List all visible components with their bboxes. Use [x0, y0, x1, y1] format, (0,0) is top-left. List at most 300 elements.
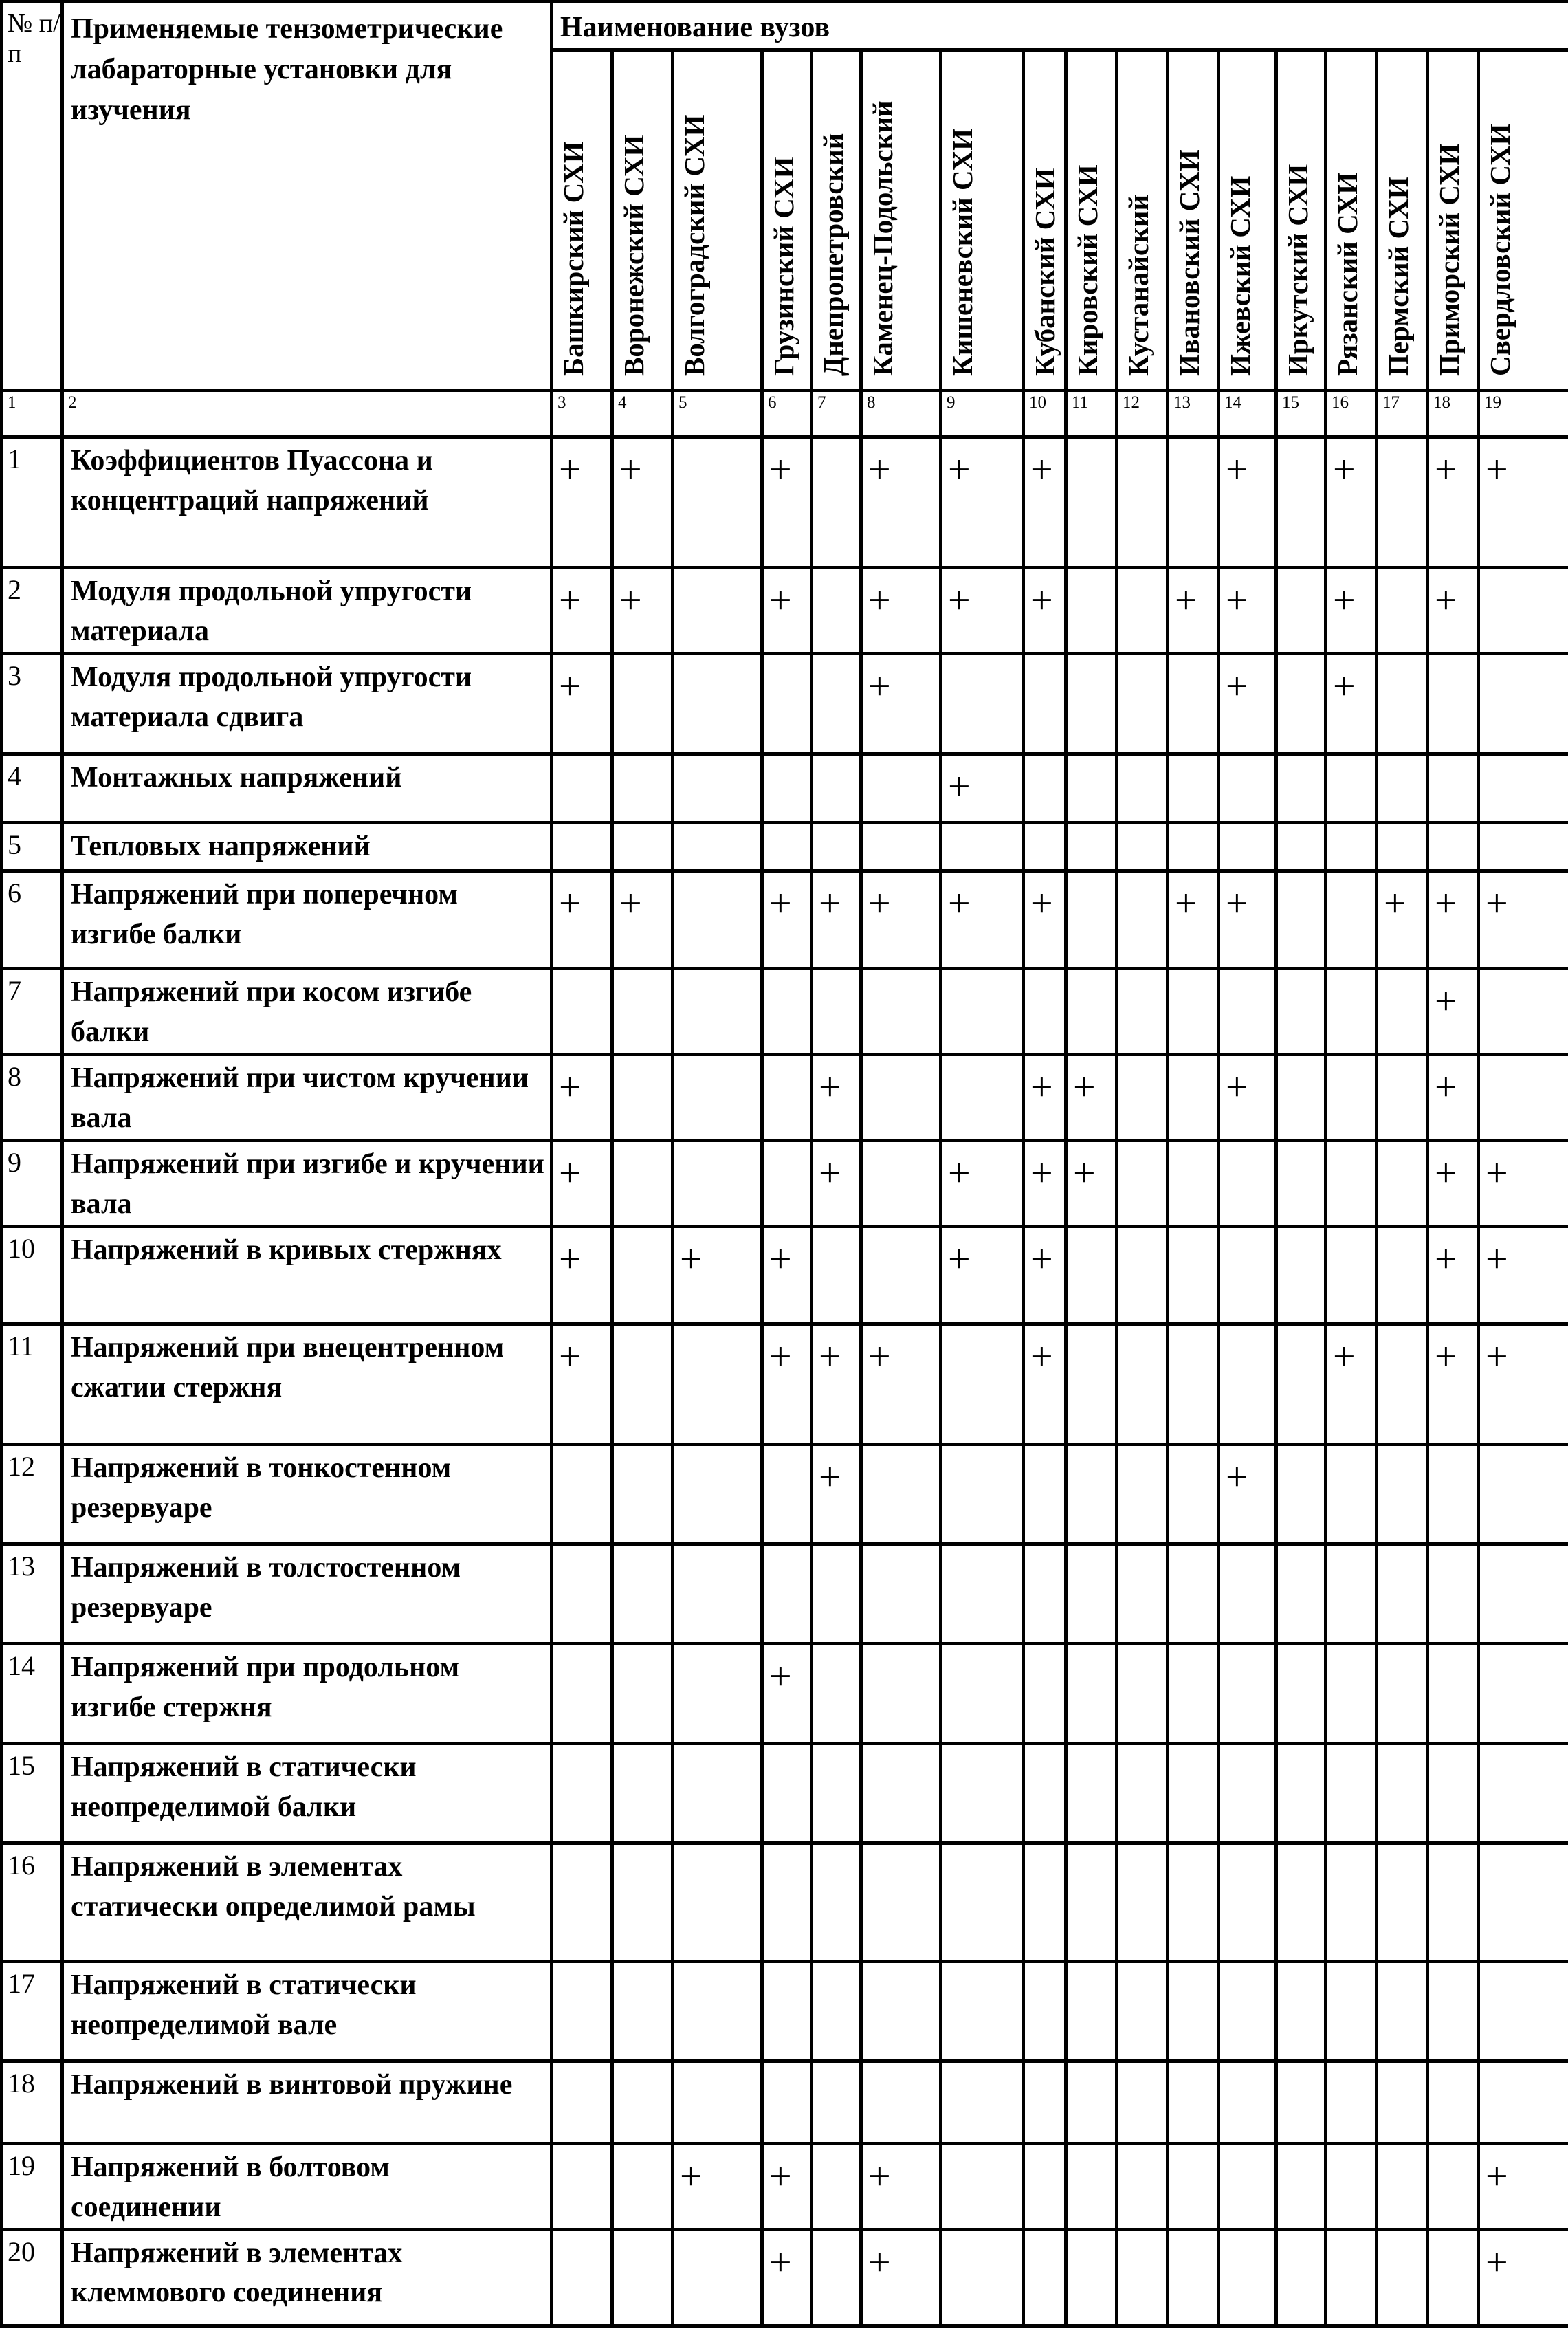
empty-cell	[1117, 754, 1168, 822]
empty-cell	[812, 437, 861, 568]
row-number-header: № п/п	[2, 2, 63, 391]
empty-cell	[1168, 653, 1219, 754]
row-number: 11	[2, 1324, 63, 1444]
empty-cell	[1219, 1643, 1277, 1743]
row-number: 18	[2, 2061, 63, 2143]
empty-cell	[1428, 1544, 1479, 1643]
university-header-5	[812, 50, 861, 391]
empty-cell	[1168, 1743, 1219, 1843]
empty-cell	[1024, 968, 1066, 1054]
empty-cell	[1277, 1054, 1326, 1140]
plus-mark-cell: +	[762, 871, 812, 968]
empty-cell	[1377, 568, 1428, 654]
empty-cell	[1024, 822, 1066, 871]
university-header-12	[1219, 50, 1277, 391]
empty-cell	[941, 2229, 1024, 2325]
university-name: Ижевский СХИ	[1224, 175, 1256, 376]
installation-name: Напряжений при чистом кручении вала	[63, 1054, 552, 1140]
empty-cell	[762, 822, 812, 871]
empty-cell	[552, 2061, 612, 2143]
column-index: 1	[2, 391, 63, 437]
column-index: 12	[1117, 391, 1168, 437]
row-number: 17	[2, 1961, 63, 2061]
empty-cell	[673, 1743, 762, 1843]
plus-mark-cell: +	[762, 568, 812, 654]
university-name: Кишеневский СХИ	[947, 129, 978, 376]
table-row	[2, 968, 1568, 1054]
installation-name: Напряжений при поперечном изгибе балки	[63, 871, 552, 968]
empty-cell	[941, 822, 1024, 871]
empty-cell	[1168, 2229, 1219, 2325]
empty-cell	[1428, 2229, 1479, 2325]
empty-cell	[1219, 1226, 1277, 1324]
column-index: 7	[812, 391, 861, 437]
empty-cell	[1219, 754, 1277, 822]
empty-cell	[673, 1140, 762, 1226]
plus-mark-cell: +	[1479, 1324, 1568, 1444]
empty-cell	[1066, 1544, 1117, 1643]
empty-cell	[1277, 653, 1326, 754]
empty-cell	[1024, 2229, 1066, 2325]
plus-mark-cell: +	[861, 568, 941, 654]
plus-mark-cell: +	[1219, 437, 1277, 568]
empty-cell	[861, 754, 941, 822]
plus-mark-cell: +	[861, 871, 941, 968]
empty-cell	[1117, 1140, 1168, 1226]
column-index: 16	[1326, 391, 1377, 437]
empty-cell	[1326, 2229, 1377, 2325]
installation-name: Монтажных напряжений	[63, 754, 552, 822]
empty-cell	[1277, 1324, 1326, 1444]
empty-cell	[1377, 1961, 1428, 2061]
empty-cell	[1024, 754, 1066, 822]
empty-cell	[673, 568, 762, 654]
row-number: 10	[2, 1226, 63, 1324]
empty-cell	[612, 2229, 673, 2325]
empty-cell	[1117, 2229, 1168, 2325]
empty-cell	[1479, 1843, 1568, 1961]
empty-cell	[1277, 2143, 1326, 2229]
empty-cell	[861, 1643, 941, 1743]
empty-cell	[612, 1140, 673, 1226]
empty-cell	[941, 2143, 1024, 2229]
column-index: 19	[1479, 391, 1568, 437]
column-index: 9	[941, 391, 1024, 437]
plus-mark-cell: +	[1428, 1324, 1479, 1444]
university-header-1	[552, 50, 612, 391]
empty-cell	[1066, 822, 1117, 871]
empty-cell	[612, 2061, 673, 2143]
row-number: 5	[2, 822, 63, 871]
empty-cell	[1377, 2061, 1428, 2143]
empty-cell	[1326, 1226, 1377, 1324]
row-number: 15	[2, 1743, 63, 1843]
plus-mark-cell: +	[861, 653, 941, 754]
plus-mark-cell: +	[861, 2143, 941, 2229]
empty-cell	[1377, 1140, 1428, 1226]
empty-cell	[552, 822, 612, 871]
empty-cell	[1024, 1444, 1066, 1544]
empty-cell	[812, 1226, 861, 1324]
table-row	[2, 1226, 1568, 1324]
empty-cell	[1479, 1544, 1568, 1643]
empty-cell	[1117, 437, 1168, 568]
plus-mark-cell: +	[1326, 568, 1377, 654]
plus-mark-cell: +	[1024, 1140, 1066, 1226]
plus-mark-cell: +	[1479, 2229, 1568, 2325]
plus-mark-cell: +	[941, 871, 1024, 968]
empty-cell	[1428, 1743, 1479, 1843]
column-index: 8	[861, 391, 941, 437]
empty-cell	[612, 822, 673, 871]
university-header-2	[612, 50, 673, 391]
column-index: 17	[1377, 391, 1428, 437]
empty-cell	[1024, 653, 1066, 754]
empty-cell	[1024, 1961, 1066, 2061]
empty-cell	[941, 1054, 1024, 1140]
empty-cell	[1428, 754, 1479, 822]
installation-name: Напряжений в тонкостенном резервуаре	[63, 1444, 552, 1544]
empty-cell	[1117, 1743, 1168, 1843]
plus-mark-cell: +	[812, 871, 861, 968]
plus-mark-cell: +	[1024, 1324, 1066, 1444]
empty-cell	[673, 437, 762, 568]
empty-cell	[552, 1743, 612, 1843]
plus-mark-cell: +	[861, 2229, 941, 2325]
empty-cell	[612, 754, 673, 822]
empty-cell	[762, 653, 812, 754]
empty-cell	[1168, 1054, 1219, 1140]
university-header-11	[1168, 50, 1219, 391]
empty-cell	[1168, 2143, 1219, 2229]
empty-cell	[1277, 1444, 1326, 1544]
empty-cell	[1326, 1544, 1377, 1643]
empty-cell	[762, 2061, 812, 2143]
empty-cell	[1479, 968, 1568, 1054]
empty-cell	[1117, 568, 1168, 654]
empty-cell	[1066, 437, 1117, 568]
plus-mark-cell: +	[812, 1324, 861, 1444]
plus-mark-cell: +	[812, 1054, 861, 1140]
empty-cell	[1277, 1544, 1326, 1643]
empty-cell	[673, 1444, 762, 1544]
installation-name: Модуля продольной упругости материала сдвига	[63, 653, 552, 754]
empty-cell	[1066, 2061, 1117, 2143]
installation-name: Напряжений в кривых стержнях	[63, 1226, 552, 1324]
column-index: 13	[1168, 391, 1219, 437]
empty-cell	[612, 1544, 673, 1643]
empty-cell	[552, 1643, 612, 1743]
empty-cell	[762, 1054, 812, 1140]
row-number: 16	[2, 1843, 63, 1961]
plus-mark-cell: +	[1219, 568, 1277, 654]
empty-cell	[1219, 2143, 1277, 2229]
plus-mark-cell: +	[1479, 1140, 1568, 1226]
empty-cell	[762, 1444, 812, 1544]
empty-cell	[1066, 1444, 1117, 1544]
empty-cell	[612, 2143, 673, 2229]
table-row	[2, 871, 1568, 968]
empty-cell	[1326, 1643, 1377, 1743]
table-row	[2, 2229, 1568, 2325]
empty-cell	[612, 968, 673, 1054]
empty-cell	[1277, 1140, 1326, 1226]
empty-cell	[1479, 653, 1568, 754]
table-row	[2, 1643, 1568, 1743]
plus-mark-cell: +	[762, 2143, 812, 2229]
plus-mark-cell: +	[861, 437, 941, 568]
plus-mark-cell: +	[1428, 1226, 1479, 1324]
empty-cell	[1117, 822, 1168, 871]
university-name: Днепропетровский	[817, 133, 849, 376]
installations-header: Применяемые тензометрические лабараторные установки для изучения	[63, 2, 552, 391]
empty-cell	[1024, 1643, 1066, 1743]
university-name: Кубанский СХИ	[1029, 168, 1061, 376]
empty-cell	[762, 1961, 812, 2061]
row-number: 3	[2, 653, 63, 754]
university-header-4	[762, 50, 812, 391]
empty-cell	[1377, 1054, 1428, 1140]
empty-cell	[1066, 2143, 1117, 2229]
empty-cell	[812, 822, 861, 871]
empty-cell	[1066, 1226, 1117, 1324]
header-row-top	[2, 2, 1568, 50]
university-name: Пермский СХИ	[1382, 177, 1414, 376]
plus-mark-cell: +	[1219, 1444, 1277, 1544]
empty-cell	[612, 1743, 673, 1843]
empty-cell	[762, 754, 812, 822]
empty-cell	[1479, 754, 1568, 822]
empty-cell	[941, 1843, 1024, 1961]
empty-cell	[1168, 754, 1219, 822]
empty-cell	[1219, 1140, 1277, 1226]
installation-name: Тепловых напряжений	[63, 822, 552, 871]
empty-cell	[762, 1140, 812, 1226]
empty-cell	[941, 1643, 1024, 1743]
empty-cell	[673, 1961, 762, 2061]
table-row	[2, 822, 1568, 871]
university-name: Кустанайский	[1123, 194, 1154, 376]
plus-mark-cell: +	[1024, 1054, 1066, 1140]
empty-cell	[552, 1843, 612, 1961]
plus-mark-cell: +	[552, 1324, 612, 1444]
installation-name: Коэффициентов Пуассона и концентраций напряжений	[63, 437, 552, 568]
installation-name: Напряжений в элементах статически определимой рамы	[63, 1843, 552, 1961]
university-header-6	[861, 50, 941, 391]
column-index: 2	[63, 391, 552, 437]
university-name: Каменец-Подольский	[867, 100, 898, 376]
empty-cell	[1066, 1643, 1117, 1743]
university-name: Волгоградский СХИ	[678, 114, 710, 376]
plus-mark-cell: +	[1024, 437, 1066, 568]
installation-name: Напряжений при внецентренном сжатии стержня	[63, 1324, 552, 1444]
university-name: Иркутский СХИ	[1282, 164, 1314, 376]
empty-cell	[812, 1961, 861, 2061]
plus-mark-cell: +	[1024, 1226, 1066, 1324]
empty-cell	[1428, 822, 1479, 871]
plus-mark-cell: +	[941, 754, 1024, 822]
plus-mark-cell: +	[762, 1324, 812, 1444]
empty-cell	[1277, 2229, 1326, 2325]
empty-cell	[1168, 822, 1219, 871]
empty-cell	[1117, 1961, 1168, 2061]
university-header-7	[941, 50, 1024, 391]
empty-cell	[1277, 1226, 1326, 1324]
empty-cell	[1479, 1643, 1568, 1743]
empty-cell	[612, 1324, 673, 1444]
table-row	[2, 437, 1568, 568]
plus-mark-cell: +	[612, 437, 673, 568]
plus-mark-cell: +	[1066, 1054, 1117, 1140]
empty-cell	[1168, 1843, 1219, 1961]
empty-cell	[1219, 1961, 1277, 2061]
university-header-14	[1326, 50, 1377, 391]
empty-cell	[1168, 1444, 1219, 1544]
row-number: 1	[2, 437, 63, 568]
empty-cell	[1066, 1843, 1117, 1961]
empty-cell	[762, 968, 812, 1054]
empty-cell	[1428, 653, 1479, 754]
empty-cell	[941, 1444, 1024, 1544]
empty-cell	[552, 2143, 612, 2229]
installation-name: Напряжений в статически неопределимой балки	[63, 1743, 552, 1843]
row-number: 13	[2, 1544, 63, 1643]
plus-mark-cell: +	[762, 2229, 812, 2325]
empty-cell	[1326, 754, 1377, 822]
empty-cell	[612, 653, 673, 754]
empty-cell	[1377, 437, 1428, 568]
empty-cell	[1219, 968, 1277, 1054]
empty-cell	[1066, 653, 1117, 754]
installation-name: Модуля продольной упругости материала	[63, 568, 552, 654]
plus-mark-cell: +	[941, 1226, 1024, 1324]
installation-name: Напряжений в толстостенном резервуаре	[63, 1544, 552, 1643]
empty-cell	[612, 1444, 673, 1544]
empty-cell	[1377, 2229, 1428, 2325]
plus-mark-cell: +	[941, 1140, 1024, 1226]
plus-mark-cell: +	[1428, 871, 1479, 968]
empty-cell	[861, 822, 941, 871]
empty-cell	[1117, 1643, 1168, 1743]
plus-mark-cell: +	[1066, 1140, 1117, 1226]
plus-mark-cell: +	[1168, 568, 1219, 654]
empty-cell	[552, 1961, 612, 2061]
empty-cell	[1219, 2061, 1277, 2143]
empty-cell	[1479, 822, 1568, 871]
empty-cell	[673, 1054, 762, 1140]
empty-cell	[1219, 2229, 1277, 2325]
empty-cell	[941, 653, 1024, 754]
empty-cell	[1326, 968, 1377, 1054]
empty-cell	[1377, 1843, 1428, 1961]
empty-cell	[1326, 1961, 1377, 2061]
empty-cell	[812, 653, 861, 754]
empty-cell	[861, 968, 941, 1054]
empty-cell	[1377, 2143, 1428, 2229]
plus-mark-cell: +	[1428, 968, 1479, 1054]
empty-cell	[1066, 968, 1117, 1054]
table-row	[2, 1140, 1568, 1226]
plus-mark-cell: +	[552, 568, 612, 654]
empty-cell	[1377, 968, 1428, 1054]
column-index: 4	[612, 391, 673, 437]
plus-mark-cell: +	[552, 871, 612, 968]
university-header-13	[1277, 50, 1326, 391]
empty-cell	[1277, 1643, 1326, 1743]
empty-cell	[552, 968, 612, 1054]
empty-cell	[762, 1843, 812, 1961]
empty-cell	[861, 1444, 941, 1544]
empty-cell	[1277, 437, 1326, 568]
empty-cell	[612, 1226, 673, 1324]
row-number: 4	[2, 754, 63, 822]
empty-cell	[1377, 1743, 1428, 1843]
column-index: 14	[1219, 391, 1277, 437]
empty-cell	[1377, 1544, 1428, 1643]
row-number: 6	[2, 871, 63, 968]
plus-mark-cell: +	[552, 437, 612, 568]
university-name: Свердловский СХИ	[1484, 123, 1516, 376]
empty-cell	[861, 1743, 941, 1843]
empty-cell	[1168, 1324, 1219, 1444]
university-header-3	[673, 50, 762, 391]
empty-cell	[1024, 1544, 1066, 1643]
university-header-10	[1117, 50, 1168, 391]
empty-cell	[1066, 1743, 1117, 1843]
empty-cell	[673, 2229, 762, 2325]
empty-cell	[1277, 754, 1326, 822]
empty-cell	[673, 968, 762, 1054]
empty-cell	[941, 1544, 1024, 1643]
empty-cell	[1117, 653, 1168, 754]
empty-cell	[1168, 1961, 1219, 2061]
university-header-9	[1066, 50, 1117, 391]
plus-mark-cell: +	[1326, 437, 1377, 568]
university-name: Рязанский СХИ	[1332, 172, 1363, 376]
empty-cell	[1377, 1643, 1428, 1743]
empty-cell	[673, 1843, 762, 1961]
empty-cell	[1219, 1743, 1277, 1843]
plus-mark-cell: +	[1428, 1140, 1479, 1226]
empty-cell	[1326, 1743, 1377, 1843]
empty-cell	[812, 1643, 861, 1743]
empty-cell	[673, 754, 762, 822]
empty-cell	[673, 1643, 762, 1743]
empty-cell	[1428, 2143, 1479, 2229]
plus-mark-cell: +	[612, 871, 673, 968]
empty-cell	[1168, 1544, 1219, 1643]
column-index: 3	[552, 391, 612, 437]
table-row	[2, 1743, 1568, 1843]
installation-name: Напряжений в статически неопределимой вале	[63, 1961, 552, 2061]
plus-mark-cell: +	[552, 1140, 612, 1226]
empty-cell	[1326, 1444, 1377, 1544]
column-index: 10	[1024, 391, 1066, 437]
empty-cell	[1066, 2229, 1117, 2325]
empty-cell	[1377, 754, 1428, 822]
empty-cell	[1168, 968, 1219, 1054]
plus-mark-cell: +	[812, 1444, 861, 1544]
plus-mark-cell: +	[762, 1643, 812, 1743]
plus-mark-cell: +	[1377, 871, 1428, 968]
empty-cell	[1066, 1324, 1117, 1444]
empty-cell	[1326, 1140, 1377, 1226]
empty-cell	[1117, 871, 1168, 968]
empty-cell	[812, 1743, 861, 1843]
empty-cell	[1479, 1961, 1568, 2061]
empty-cell	[1428, 1444, 1479, 1544]
empty-cell	[1277, 871, 1326, 968]
